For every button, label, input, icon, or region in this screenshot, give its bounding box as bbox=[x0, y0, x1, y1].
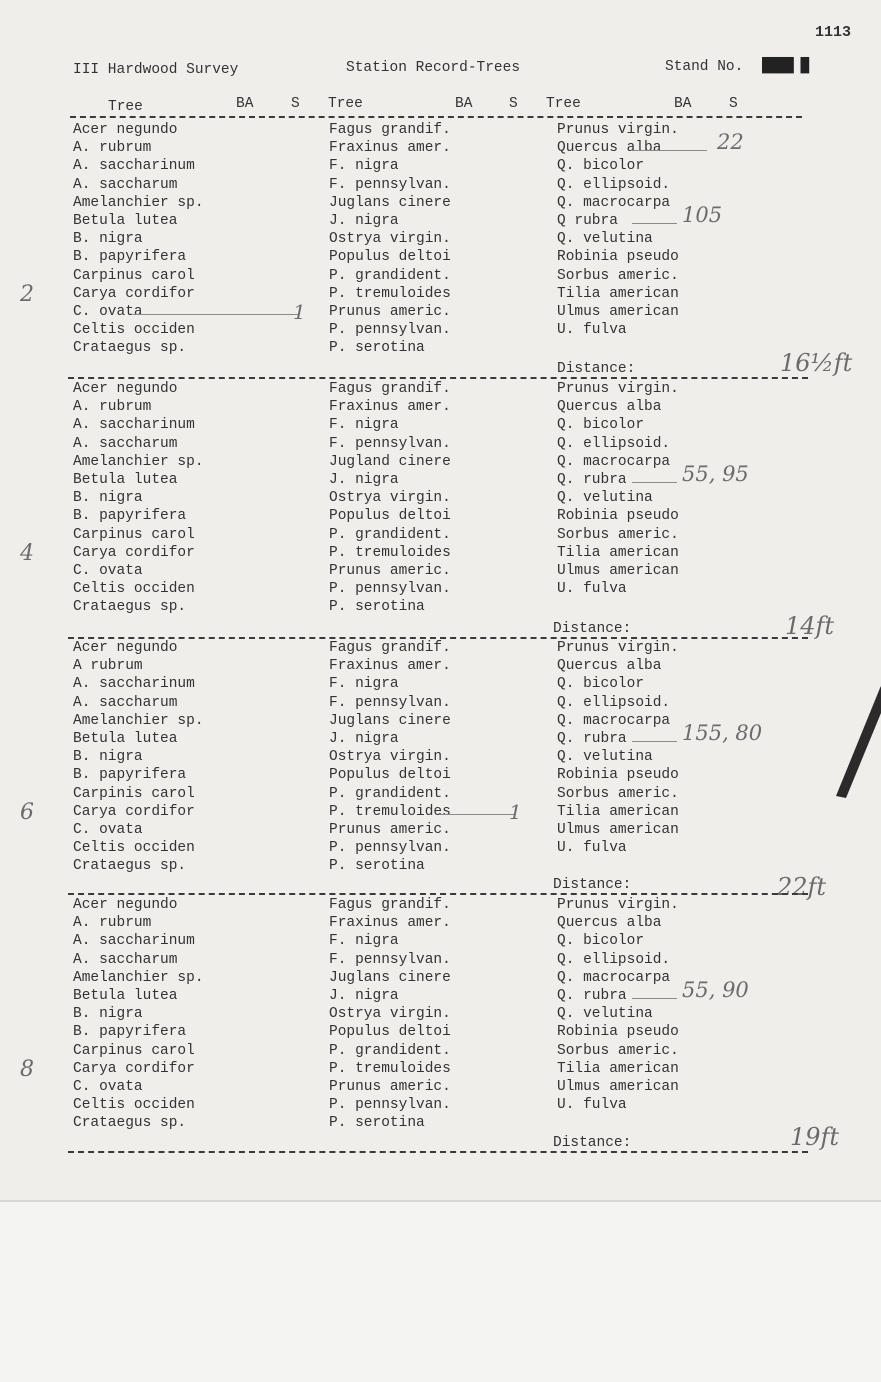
col1-tree-header: Tree bbox=[108, 99, 143, 115]
tree-species: P. grandident. bbox=[329, 1042, 451, 1059]
col2-ba-header: BA bbox=[455, 96, 473, 112]
tree-species: Acer negundo bbox=[73, 122, 178, 138]
tree-species: Crataegus sp. bbox=[73, 858, 187, 875]
tree-species: Juglans cinere bbox=[329, 969, 451, 986]
tree-species: Q. rubra bbox=[557, 731, 627, 747]
tree-species: Amelanchier sp. bbox=[73, 969, 204, 986]
tree-species: F. pennsylvan. bbox=[329, 435, 451, 452]
tree-species: F. nigra bbox=[329, 676, 399, 693]
tree-species: Robinia pseudo bbox=[557, 1024, 679, 1041]
paper-bottom bbox=[0, 1200, 881, 1382]
tree-species: P. serotina bbox=[329, 599, 425, 616]
tree-species: Populus deltoi bbox=[329, 767, 451, 784]
tree-species: Populus deltoi bbox=[329, 508, 451, 525]
tree-species: B. nigra bbox=[73, 749, 143, 766]
tree-species: Ulmus american bbox=[557, 822, 679, 838]
tree-species: U. fulva bbox=[557, 840, 627, 857]
tree-species: Tilia american bbox=[557, 544, 679, 561]
tree-species: J. nigra bbox=[329, 213, 399, 229]
tree-species: J. nigra bbox=[329, 472, 399, 488]
tree-species: B. papyrifera bbox=[73, 1024, 187, 1041]
tree-species: F. nigra bbox=[329, 158, 399, 175]
station-divider bbox=[68, 637, 808, 639]
tree-species: U. fulva bbox=[557, 581, 627, 598]
col1-ba-header: BA bbox=[236, 96, 254, 112]
tree-species: F. pennsylvan. bbox=[329, 176, 451, 193]
distance-label: Distance: bbox=[553, 877, 632, 893]
tree-species: Celtis occiden bbox=[73, 840, 195, 857]
tree-species: Prunus americ. bbox=[329, 1079, 451, 1095]
tree-species: Sorbus americ. bbox=[557, 1042, 679, 1059]
tree-species: Ulmus american bbox=[557, 563, 679, 579]
tree-species: Ostrya virgin. bbox=[329, 1006, 451, 1023]
tree-species: A. saccharinum bbox=[73, 933, 195, 950]
station-margin-number: 4 bbox=[20, 541, 34, 566]
tree-species: Robinia pseudo bbox=[557, 508, 679, 525]
tree-species: Q. macrocarpa bbox=[557, 194, 671, 211]
tree-species: Carya cordifor bbox=[73, 285, 195, 302]
tree-species: Q. ellipsoid. bbox=[557, 176, 671, 193]
tree-species: P. pennsylvan. bbox=[329, 840, 451, 857]
tree-species: Carya cordifor bbox=[73, 1060, 195, 1077]
station-divider bbox=[68, 1151, 808, 1153]
tree-species: P. serotina bbox=[329, 340, 425, 357]
pencil-leader-line bbox=[632, 223, 677, 224]
tree-species: J. nigra bbox=[329, 731, 399, 747]
tree-species: B. papyrifera bbox=[73, 508, 187, 525]
tree-species: A rubrum bbox=[73, 658, 143, 675]
tree-species: P. serotina bbox=[329, 1115, 425, 1132]
col2-s-header: S bbox=[509, 96, 518, 112]
tree-species: Crataegus sp. bbox=[73, 1115, 187, 1132]
tree-species: Acer negundo bbox=[73, 381, 178, 397]
tree-species: A. rubrum bbox=[73, 399, 152, 416]
tree-species: Prunus virgin. bbox=[557, 897, 679, 913]
header-divider bbox=[70, 116, 802, 118]
tree-species: P. tremuloides bbox=[329, 544, 451, 561]
tree-species: Q. rubra bbox=[557, 472, 627, 488]
tree-species: Carpinus carol bbox=[73, 267, 195, 284]
tree-species: A. saccharum bbox=[73, 176, 178, 193]
survey-title: III Hardwood Survey bbox=[73, 62, 239, 78]
tree-species: F. nigra bbox=[329, 933, 399, 950]
basal-area-note: 55, 90 bbox=[682, 978, 749, 1002]
tree-species: Fagus grandif. bbox=[329, 122, 451, 138]
tree-species: A. saccharum bbox=[73, 435, 178, 452]
tree-species: Prunus virgin. bbox=[557, 122, 679, 138]
stand-label: Stand No. bbox=[665, 59, 744, 75]
tree-species: Amelanchier sp. bbox=[73, 453, 204, 470]
tree-species: Juglans cinere bbox=[329, 712, 451, 729]
tree-species: A. rubrum bbox=[73, 915, 152, 932]
tree-species: Prunus virgin. bbox=[557, 381, 679, 397]
stand-number-redacted: ████ █ bbox=[762, 58, 809, 74]
tree-species: F. nigra bbox=[329, 417, 399, 434]
tree-species: J. nigra bbox=[329, 988, 399, 1004]
tree-species: Crataegus sp. bbox=[73, 599, 187, 616]
tree-species: C. ovata bbox=[73, 822, 143, 838]
tree-species: P. grandident. bbox=[329, 526, 451, 543]
tree-species: P. serotina bbox=[329, 858, 425, 875]
distance-label: Distance: bbox=[553, 1135, 632, 1151]
pencil-leader-line bbox=[439, 814, 514, 815]
tree-species: U. fulva bbox=[557, 322, 627, 339]
tree-species: Q. ellipsoid. bbox=[557, 951, 671, 968]
tree-species: Carya cordifor bbox=[73, 544, 195, 561]
tree-species: Q. bicolor bbox=[557, 158, 645, 175]
station-divider bbox=[68, 893, 808, 895]
basal-area-note: 22 bbox=[717, 130, 744, 155]
tree-species: Q rubra bbox=[557, 213, 618, 229]
tree-species: P. grandident. bbox=[329, 267, 451, 284]
tree-species: Ulmus american bbox=[557, 304, 679, 320]
pencil-leader-line bbox=[632, 150, 707, 151]
tree-species: Fraxinus amer. bbox=[329, 399, 451, 416]
tree-species: B. nigra bbox=[73, 231, 143, 248]
tree-species: Populus deltoi bbox=[329, 1024, 451, 1041]
tree-species: Ostrya virgin. bbox=[329, 231, 451, 248]
tree-species: Quercus alba bbox=[557, 915, 662, 932]
tree-species: Betula lutea bbox=[73, 472, 178, 488]
tree-species: Acer negundo bbox=[73, 897, 178, 913]
tree-species: Fagus grandif. bbox=[329, 897, 451, 913]
distance-value: 22ft bbox=[777, 873, 827, 901]
tree-species: C. ovata bbox=[73, 563, 143, 579]
tree-species: Q. velutina bbox=[557, 749, 653, 766]
col2-tree-header: Tree bbox=[328, 96, 363, 112]
pencil-leader-line bbox=[632, 741, 677, 742]
tree-species: Q. ellipsoid. bbox=[557, 435, 671, 452]
tree-species: B. nigra bbox=[73, 1006, 143, 1023]
tree-species: Q. velutina bbox=[557, 490, 653, 507]
tree-species: Q. velutina bbox=[557, 231, 653, 248]
station-margin-number: 8 bbox=[20, 1057, 34, 1082]
tree-species: P. pennsylvan. bbox=[329, 322, 451, 339]
tree-species: Q. macrocarpa bbox=[557, 453, 671, 470]
tree-species: Q. rubra bbox=[557, 988, 627, 1004]
pencil-leader-line bbox=[632, 482, 677, 483]
tree-species: Fraxinus amer. bbox=[329, 915, 451, 932]
tree-species: Prunus americ. bbox=[329, 304, 451, 320]
tree-species: Juglans cinere bbox=[329, 194, 451, 211]
tree-species: Q. bicolor bbox=[557, 417, 645, 434]
tree-species: Acer negundo bbox=[73, 640, 178, 656]
tree-species: C. ovata bbox=[73, 1079, 143, 1095]
tree-species: Ulmus american bbox=[557, 1079, 679, 1095]
tree-species: Q. macrocarpa bbox=[557, 969, 671, 986]
tree-species: Celtis occiden bbox=[73, 1097, 195, 1114]
tree-species: A. saccharinum bbox=[73, 417, 195, 434]
tree-species: Q. bicolor bbox=[557, 933, 645, 950]
tree-species: Q. bicolor bbox=[557, 676, 645, 693]
tree-species: Carya cordifor bbox=[73, 803, 195, 820]
tree-species: Quercus alba bbox=[557, 399, 662, 416]
tree-species: Sorbus americ. bbox=[557, 526, 679, 543]
tree-species: B. papyrifera bbox=[73, 767, 187, 784]
tree-species: Q. velutina bbox=[557, 1006, 653, 1023]
tree-species: Carpinus carol bbox=[73, 526, 195, 543]
col1-s-header: S bbox=[291, 96, 300, 112]
tree-species: Fagus grandif. bbox=[329, 381, 451, 397]
tree-species: Sorbus americ. bbox=[557, 785, 679, 802]
station-divider bbox=[68, 377, 808, 379]
tree-species: P. pennsylvan. bbox=[329, 1097, 451, 1114]
pencil-leader-line bbox=[133, 314, 298, 315]
tree-species: Tilia american bbox=[557, 803, 679, 820]
tree-species: Fraxinus amer. bbox=[329, 658, 451, 675]
tree-species: Betula lutea bbox=[73, 213, 178, 229]
tree-species: Fraxinus amer. bbox=[329, 140, 451, 157]
tree-species: Tilia american bbox=[557, 1060, 679, 1077]
form-title: Station Record-Trees bbox=[346, 60, 521, 76]
tree-species: B. papyrifera bbox=[73, 249, 187, 266]
tree-species: Q. macrocarpa bbox=[557, 712, 671, 729]
tree-species: Amelanchier sp. bbox=[73, 194, 204, 211]
tree-species: F. pennsylvan. bbox=[329, 951, 451, 968]
tree-species: Betula lutea bbox=[73, 731, 178, 747]
tree-species: Carpinus carol bbox=[73, 1042, 195, 1059]
station-margin-number: 6 bbox=[20, 800, 34, 825]
tree-species: Celtis occiden bbox=[73, 322, 195, 339]
tree-species: Ostrya virgin. bbox=[329, 490, 451, 507]
col3-s-header: S bbox=[729, 96, 738, 112]
dark-corner-mark bbox=[836, 680, 881, 800]
tree-species: P. tremuloides bbox=[329, 285, 451, 302]
tree-species: A. saccharinum bbox=[73, 676, 195, 693]
tree-species: Jugland cinere bbox=[329, 453, 451, 470]
tree-species: Quercus alba bbox=[557, 658, 662, 675]
tree-species: Prunus americ. bbox=[329, 563, 451, 579]
tree-species: Tilia american bbox=[557, 285, 679, 302]
tree-species: P. tremuloides bbox=[329, 803, 451, 820]
tree-species: Fagus grandif. bbox=[329, 640, 451, 656]
tree-species: Sorbus americ. bbox=[557, 267, 679, 284]
tree-species: Celtis occiden bbox=[73, 581, 195, 598]
col3-tree-header: Tree bbox=[546, 96, 581, 112]
tree-species: P. grandident. bbox=[329, 785, 451, 802]
basal-area-note: 105 bbox=[682, 203, 723, 227]
distance-label: Distance: bbox=[557, 361, 636, 377]
tree-species: P. tremuloides bbox=[329, 1060, 451, 1077]
tree-species: Prunus virgin. bbox=[557, 640, 679, 656]
pencil-leader-line bbox=[632, 998, 677, 999]
tree-species: Robinia pseudo bbox=[557, 249, 679, 266]
tree-species: Robinia pseudo bbox=[557, 767, 679, 784]
distance-value: 14ft bbox=[785, 612, 835, 640]
tree-species: Ostrya virgin. bbox=[329, 749, 451, 766]
tally-mark: 1 bbox=[509, 799, 522, 824]
tally-mark: 1 bbox=[293, 300, 306, 324]
basal-area-note: 155, 80 bbox=[682, 721, 763, 745]
basal-area-note: 55, 95 bbox=[682, 462, 749, 486]
tree-species: Populus deltoi bbox=[329, 249, 451, 266]
tree-species: A. saccharinum bbox=[73, 158, 195, 175]
distance-label: Distance: bbox=[553, 621, 632, 637]
tree-species: Carpinis carol bbox=[73, 785, 195, 802]
tree-species: Quercus alba bbox=[557, 140, 662, 157]
tree-species: Amelanchier sp. bbox=[73, 712, 204, 729]
tree-species: Q. ellipsoid. bbox=[557, 694, 671, 711]
station-margin-number: 2 bbox=[20, 282, 34, 307]
tree-species: U. fulva bbox=[557, 1097, 627, 1114]
tree-species: Crataegus sp. bbox=[73, 340, 187, 357]
tree-species: A. saccharum bbox=[73, 951, 178, 968]
distance-value: 16½ft bbox=[780, 349, 853, 377]
col3-ba-header: BA bbox=[674, 96, 692, 112]
distance-value: 19ft bbox=[790, 1123, 840, 1151]
tree-species: P. pennsylvan. bbox=[329, 581, 451, 598]
tree-species: Prunus americ. bbox=[329, 822, 451, 838]
tree-species: Betula lutea bbox=[73, 988, 178, 1004]
corner-number: 1113 bbox=[815, 24, 852, 41]
tree-species: A. rubrum bbox=[73, 140, 152, 157]
tree-species: B. nigra bbox=[73, 490, 143, 507]
tree-species: F. pennsylvan. bbox=[329, 694, 451, 711]
tree-species: A. saccharum bbox=[73, 694, 178, 711]
tree-species: C. ovata bbox=[73, 304, 143, 320]
